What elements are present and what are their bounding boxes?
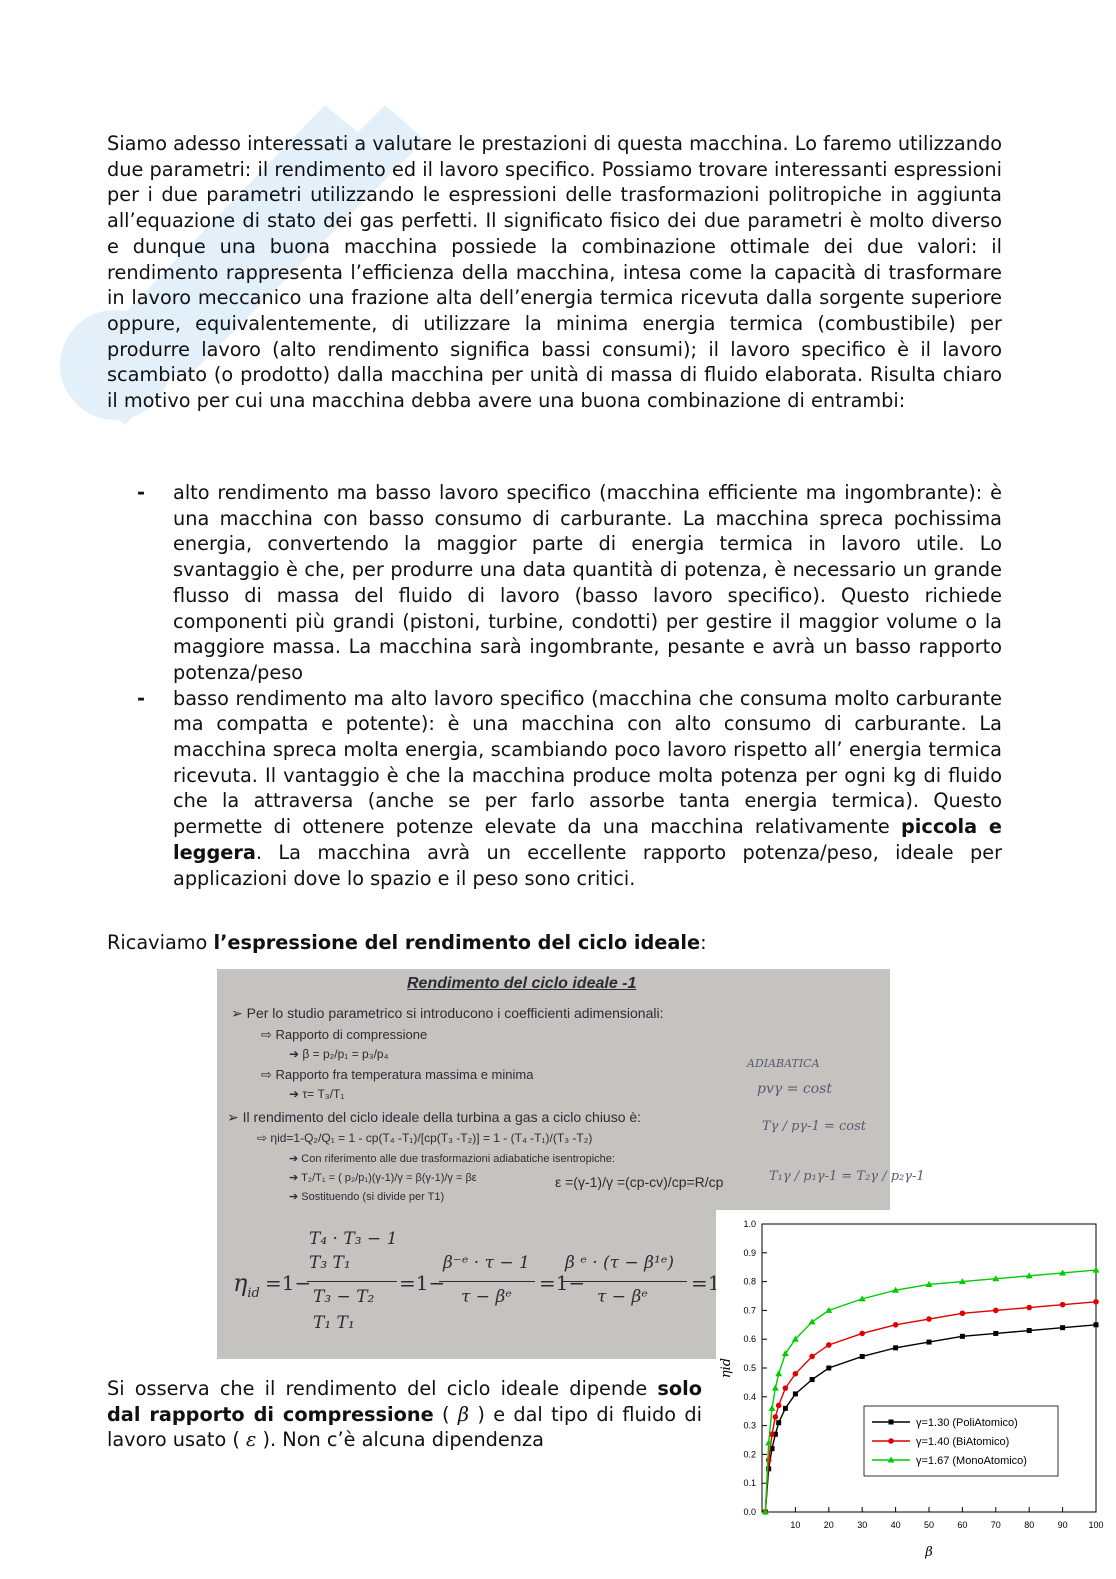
bullet-text: . La macchina avrà un eccellente rapporto potenza/peso, ideale per applicazioni dove lo spazio e il peso sono critici. [173,840,1002,890]
data-point [993,1308,999,1314]
data-point [960,1310,966,1316]
eq-sub: id [247,1285,260,1301]
y-tick-label: 0.9 [743,1247,756,1258]
eq-part: =1− [539,1271,586,1295]
legend-marker [889,1420,894,1425]
ricaviamo-bold: l’espressione del rendimento del ciclo ideale [213,931,701,954]
data-point [826,1342,832,1348]
data-point [783,1385,789,1391]
eq-part: =1− [399,1271,446,1295]
slide-line: ⇨ Rapporto fra temperatura massima e minima [261,1067,534,1082]
closing-text: ( [433,1402,458,1426]
slide-line: ⇨ Rapporto di compressione [261,1027,428,1042]
list-item [107,686,1002,892]
eq-part: τ − βᵉ [461,1287,512,1307]
data-point [793,1371,799,1377]
y-tick-label: 0.4 [743,1391,756,1402]
legend-label: γ=1.40 (BiAtomico) [916,1436,1010,1448]
eq-part: T₃ − T₂ [313,1287,375,1307]
y-tick-label: 0.5 [743,1363,756,1373]
eq-lhs [233,1269,260,1301]
eq-part: τ − βᵉ [597,1287,648,1307]
eq-part: β ᵉ · (τ − β¹ᵉ) [565,1253,674,1273]
data-point [809,1354,815,1360]
beta-symbol: β [457,1402,470,1426]
y-tick-label: 0.0 [743,1507,756,1517]
data-point [793,1391,798,1396]
handwritten-note: pvγ = cost [757,1081,832,1097]
data-point [766,1457,772,1463]
y-tick-label: 0.6 [743,1334,756,1345]
x-tick-label: 100 [1088,1520,1104,1530]
bullet-text: basso rendimento ma alto lavoro specifico (macchina che consuma molto carburante ma compatta e potente): è una macchina con alto consumo di carburante. La macchina spreca molta energia, scambiando poco lavoro rispetto all’ energia termica ricevuta. Il vantaggio è che la macchina produce molta potenza per ogni kg di fluido che la attraversa (anche se per farlo assorbe tanta energia termica). Questo permette di ottenere potenze elevate da una macchina relativamente [173,686,1002,839]
data-point [772,1385,779,1391]
closing-text: Si osserva che il rendimento del ciclo ideale dipende [107,1377,658,1400]
slide-line: ➔ Sostituendo (si divide per T1) [289,1191,445,1203]
data-point [809,1318,816,1324]
ricaviamo-line [107,930,1002,956]
slide-line: ➔ τ= T₃/T₁ [289,1087,345,1101]
data-point [826,1366,831,1371]
epsilon-symbol: ε [246,1428,257,1452]
y-axis-label: ηid [719,1357,734,1379]
data-point [1027,1328,1032,1333]
slide-line: ε =(γ-1)/γ =(cp-cv)/cp=R/cp [555,1174,724,1190]
legend-label: γ=1.30 (PoliAtomico) [916,1417,1018,1429]
data-point [783,1406,788,1411]
data-point [1060,1325,1065,1330]
intro-paragraph: Siamo adesso interessati a valutare le prestazioni di questa macchina. Lo faremo utilizzando due parametri: il rendimento ed il lavoro specifico. Possiamo trovare interessanti espressioni per i due parametri utilizzando le espressioni delle trasformazioni politropiche in aggiunta all’equazione di stato dei gas perfetti. Il significato fisico dei due parametri è molto diverso e dunque una buona macchina possiede la combinazione ottimale dei due valori: il rendimento rappresenta l’efficienza della macchina, intesa come la capacità di trasformare in lavoro meccanico una frazione alta dell’energia termica ricevuta dalla sorgente superiore oppure, equivalentemente, di utilizzare la minima energia termica (combustibile) per produrre lavoro (alto rendimento significa bassi consumi); il lavoro specifico è il lavoro scambiato (o prodotto) dalla macchina per unità di massa di fluido elaborata. Risulta chiaro il motivo per cui una macchina debba avere una buona combinazione di entrambi: [107,132,1002,413]
slide-line: ➔ β = p₂/p₁ = p₃/p₄ [289,1047,389,1061]
eq-part: T₃ T₁ [309,1253,351,1273]
data-point [859,1331,865,1337]
eq-part: =1- [691,1271,728,1295]
x-tick-label: 40 [890,1520,901,1530]
slide-line: ⇨ ηid=1-Q₂/Q₁ = 1 - cp(T₄ -T₁)/[cp(T₃ -T₂)] = 1 - (T₄ -T₁)/(T₃ -T₂) [257,1131,593,1145]
data-point [893,1322,899,1328]
handwritten-note: ADIABATICA [747,1057,820,1070]
data-point [927,1340,932,1345]
data-point [993,1331,998,1336]
data-point [926,1316,932,1322]
fraction-bar [439,1281,535,1282]
x-tick-label: 80 [1024,1520,1035,1530]
list-item [107,480,1002,686]
ricaviamo-text: Ricaviamo [107,931,214,954]
handwritten-note: Tγ / pγ-1 = cost [762,1119,866,1134]
data-point [1060,1302,1066,1308]
data-point [1094,1322,1099,1327]
data-point [810,1377,815,1382]
eq-part: T₄ · T₃ − 1 [309,1229,398,1249]
bullet-dash: - [137,686,146,710]
closing-paragraph [107,1376,702,1453]
x-tick-label: 10 [790,1520,801,1530]
bullet-text: alto rendimento ma basso lavoro specifico (macchina efficiente ma ingombrante): è una macchina con basso consumo di carburante. La macchina spreca pochissima energia, convertendo la maggior parte di energia termica in lavoro utile. Lo svantaggio è che, per produrre una data quantità di potenza, è necessario un grande flusso di massa del fluido di lavoro (basso lavoro specifico). Questo richiede componenti più grandi (pistoni, turbine, condotti) per gestire il maggior volume o la maggiore massa. La macchina sarà ingombrante, pesante e avrà un basso rapporto potenza/peso [173,481,1002,684]
data-point [776,1420,781,1425]
closing-text: ). Non c’è alcuna dipendenza [256,1428,544,1452]
y-tick-label: 0.3 [743,1420,756,1431]
fraction-bar [563,1281,687,1282]
slide-line: ➔ T₂/T₁ = ( p₂/p₁)(γ-1)/γ = β(γ-1)/γ = βε [289,1172,477,1184]
bullet-list [107,480,1002,891]
slide-line: ➔ Con riferimento alle due trasformazioni adiabatiche isentropiche: [289,1153,615,1165]
x-tick-label: 30 [857,1520,868,1530]
y-tick-label: 0.1 [743,1478,756,1489]
data-point [776,1403,782,1409]
y-tick-label: 1.0 [743,1219,756,1229]
efficiency-chart [716,1210,1116,1579]
eq-part: β⁻ᵉ · τ − 1 [443,1253,530,1273]
y-tick-label: 0.7 [743,1305,756,1316]
y-tick-label: 0.8 [743,1276,756,1287]
closing-bold: solo dal rapporto di compressione [107,1377,702,1426]
ricaviamo-colon: : [700,931,707,954]
legend-label: γ=1.67 (MonoAtomico) [916,1455,1027,1467]
x-tick-label: 20 [823,1520,834,1530]
data-point [775,1370,782,1376]
data-point [1093,1267,1100,1273]
y-tick-label: 0.2 [743,1449,756,1460]
x-axis-label: β [925,1545,933,1560]
data-point [860,1354,865,1359]
data-point [1093,1299,1099,1305]
x-tick-label: 50 [923,1520,935,1530]
bullet-dash: - [137,481,146,504]
slide-line: ➢ Per lo studio parametrico si introducono i coefficienti adimensionali: [231,1005,664,1021]
slide-line: ➢ Il rendimento del ciclo ideale della turbina a gas a ciclo chiuso è: [227,1109,642,1125]
data-point [1026,1305,1032,1311]
bold-text: piccola e leggera [173,815,1002,864]
x-tick-label: 70 [990,1520,1001,1530]
data-point [769,1405,776,1411]
slide-title: Rendimento del ciclo ideale -1 [407,975,637,992]
fraction-bar [307,1281,397,1282]
x-tick-label: 90 [1057,1520,1068,1530]
eq-eta: η [233,1269,248,1297]
x-tick-label: 60 [957,1520,968,1530]
eq-part: T₁ T₁ [313,1313,355,1333]
data-point [960,1334,965,1339]
eq-part: =1− [265,1271,312,1295]
data-point [773,1414,779,1420]
closing-text: ) e dal tipo di fluido di lavoro usato ( [107,1402,702,1452]
handwritten-note: T₁γ / p₁γ-1 = T₂γ / p₂γ-1 [769,1169,925,1184]
legend-marker [888,1438,894,1444]
data-point [893,1345,898,1350]
